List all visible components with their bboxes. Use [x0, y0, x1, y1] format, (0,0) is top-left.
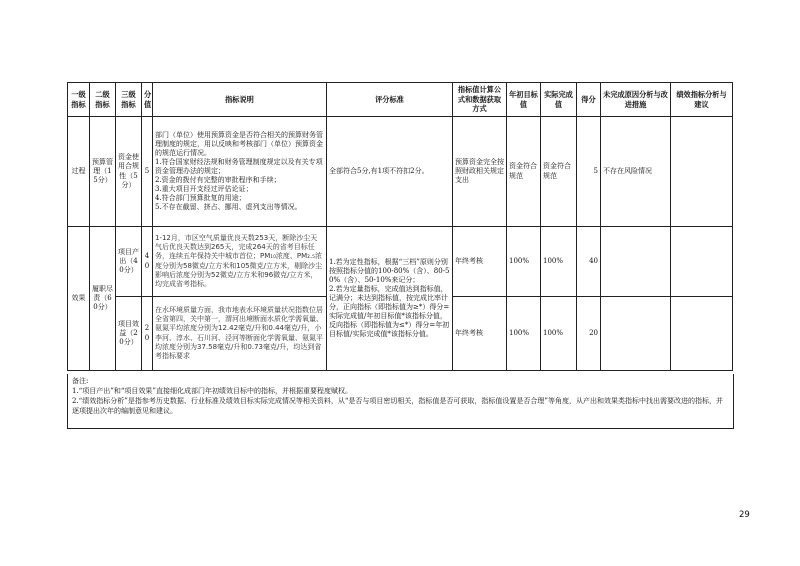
header-criteria: 评分标准: [327, 83, 453, 117]
header-method: 指标值计算公式和数据获取方式: [453, 83, 507, 117]
header-score-points: 分值: [142, 83, 153, 117]
process-description: [153, 117, 327, 227]
notes-box: [67, 374, 734, 429]
header-score: 得分: [577, 83, 601, 117]
output-annual-target: 100%: [507, 227, 541, 297]
output-suggestion: [671, 227, 733, 297]
process-description-text: 部门（单位）使用预算资金是否符合相关的预算财务管理制度的规定，用以反映和考核部门（单位）预算资金的规范运行情况。 1.符合国家财经法规和财务管理制度规定以及有关专项资金管理办法的规定； 2.资金的拨付有完整的审批程序和手续； 3.重大项目开支经过评估论证； 4.符合部门预算批复的用途； 5.不存在截留、挤占、挪用、虚列支出等情况。: [155, 130, 323, 212]
effect-criteria: [327, 227, 453, 371]
output-description: 1-12月，市区空气质量优良天数253天，断除沙尘天气后优良天数达到265天，完成264天的省考目标任务，连续五年保持关中城市首位；PM₁₀浓度、PM₂.₅浓度分别为58微克/立方米和105微克/立方米，剔除沙尘影响后浓度分别为52微克/立方米和96微克/立方米，均完成省考指标。: [153, 227, 327, 297]
process-annual-target: 资金符合规范: [507, 117, 541, 227]
header-description: 指标说明: [153, 83, 327, 117]
benefit-actual: 100%: [541, 297, 577, 371]
benefit-level3: 项目效益（20分）: [116, 297, 142, 371]
page-number: 29: [739, 510, 750, 520]
process-level2: 预算管理（15分）: [90, 117, 116, 227]
header-reason: 未完成原因分析与改进措施: [601, 83, 671, 117]
process-method: 预算资金完全按照财政相关规定支出: [453, 117, 507, 227]
output-method: 年终考核: [453, 227, 507, 297]
process-criteria: 全部符合5分,有1项不符扣2分。: [327, 117, 453, 227]
effect-level2: 履职尽责（60分）: [90, 227, 116, 371]
notes-line-1: 1.“项目产出”和“项目效果”直接细化成部门年初绩效目标中的指标，并根据重要程度赋权。: [72, 386, 352, 395]
benefit-points: 20: [142, 297, 153, 371]
effect-level1: 效果: [68, 227, 90, 371]
benefit-method: 年终考核: [453, 297, 507, 371]
process-suggestion: [671, 117, 733, 227]
effect-criteria-text: 1.若为定性指标，根据“三档”原则分别按照指标分值的100-80%（含）、80-50%（含）、50-10%来记分； 2.若为定量指标，完成值达到指标值，记满分；未达到指标值，按完成比率计分，正向指标（即指标值为≥*）得分=实际完成值/年初目标值*该指标分值，反向指标（即指标值为≤*）得分=年初目标值/实际完成值*该指标分值。: [329, 257, 450, 339]
header-row: [68, 83, 733, 117]
benefit-description: 在水环境质量方面，我市地表水环境质量状况指数位居全省第四，关中第一，渭河出境断面水质化学需氧量、氨氮平均浓度分别为12.42毫克/升和0.44毫克/升，小李河、淳水、石川河、泾河等断面化学需氧量、氨氮平均浓度分别为37.58毫克/升和0.73毫克/升，均达到省考指标要求: [153, 297, 327, 371]
output-level3: 项目产出（40分）: [116, 227, 142, 297]
header-level1: 一级指标: [68, 83, 90, 117]
process-level3: 资金使用合规性（5分）: [116, 117, 142, 227]
header-suggestion: 绩效指标分析与建议: [671, 83, 733, 117]
header-annual-target: 年初目标值: [507, 83, 541, 117]
process-score: 5: [577, 117, 601, 227]
notes-line-2: 2.“绩效指标分析”是指参考历史数据、行业标准及绩效目标实际完成情况等相关资料，从“是否与项目密切相关，指标值是否可获取，指标值设置是否合理”等角度，从产出和效果类指标中找出需要改进的指标，并逐项提出次年的编制意见和建议。: [72, 396, 723, 415]
output-reason: [601, 227, 671, 297]
process-actual: 资金符合规范: [541, 117, 577, 227]
benefit-score: 20: [577, 297, 601, 371]
notes-title: 备注:: [72, 377, 89, 385]
process-row: [68, 117, 733, 227]
output-actual: 100%: [541, 227, 577, 297]
output-score: 40: [577, 227, 601, 297]
header-level2: 二级指标: [90, 83, 116, 117]
benefit-reason: [601, 297, 671, 371]
performance-table: [67, 82, 733, 371]
effect-output-row: [68, 227, 733, 297]
header-actual: 实际完成值: [541, 83, 577, 117]
output-points: 40: [142, 227, 153, 297]
benefit-suggestion: [671, 297, 733, 371]
process-level1: 过程: [68, 117, 90, 227]
benefit-annual-target: 100%: [507, 297, 541, 371]
process-points: 5: [142, 117, 153, 227]
process-reason: 不存在风险情况: [601, 117, 671, 227]
header-level3: 三级指标: [116, 83, 142, 117]
